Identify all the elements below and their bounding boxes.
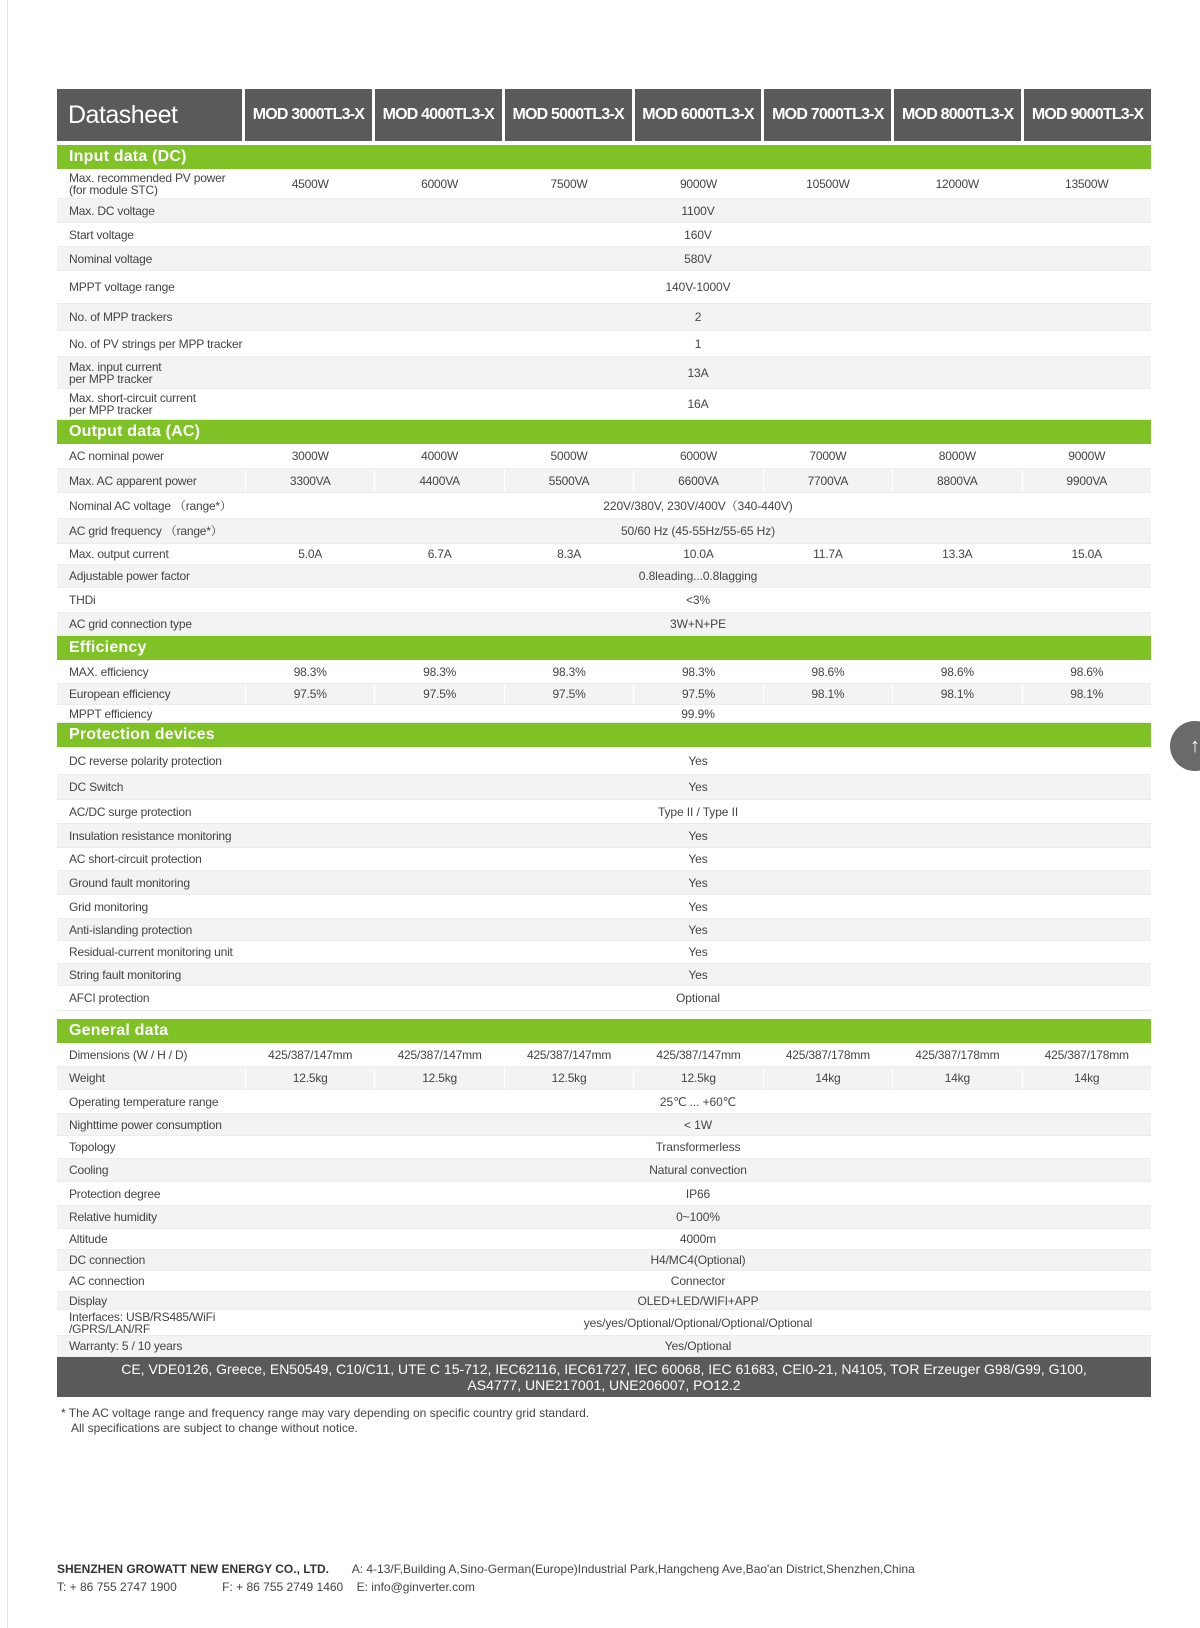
spec-values (245, 871, 1151, 894)
spec-value: 13.3A (892, 544, 1021, 564)
spec-row (57, 493, 1151, 519)
spec-row (57, 223, 1151, 247)
spec-values (245, 588, 1151, 612)
spec-label: Display (69, 1293, 107, 1308)
spec-value: 97.5% (374, 684, 503, 704)
spec-label: Altitude (69, 1232, 108, 1246)
spec-label: Insulation resistance monitoring (69, 828, 232, 843)
spec-values (245, 1271, 1151, 1291)
spec-values (245, 1067, 1151, 1089)
spec-label: AC grid frequency （range*） (69, 524, 223, 538)
company-address: A: 4-13/F,Building A,Sino-German(Europe)Industrial Park,Hangcheng Ave,Bao'an District,Shenzhen,China (351, 1562, 915, 1576)
spec-label: AC nominal power (69, 449, 164, 463)
spec-value: 9000W (633, 169, 762, 198)
spec-values (245, 613, 1151, 635)
spec-values (245, 895, 1151, 918)
spec-value: 4000W (374, 444, 503, 468)
spec-value: 425/387/147mm (245, 1043, 374, 1066)
spec-value-all-models: Optional (676, 991, 720, 1005)
spec-values (245, 848, 1151, 870)
spec-label: Weight (69, 1071, 105, 1085)
spec-values (245, 1250, 1151, 1270)
spec-values (245, 1292, 1151, 1309)
spec-label: Topology (69, 1140, 116, 1154)
spec-value-all-models: Yes (688, 753, 708, 768)
footnote (57, 1406, 1151, 1436)
scroll-to-top-button[interactable] (1170, 721, 1200, 771)
spec-value: 98.3% (374, 660, 503, 683)
spec-values (245, 1043, 1151, 1066)
spec-label: AC connection (69, 1274, 145, 1288)
spec-value-all-models: 25℃ ... +60℃ (659, 1094, 737, 1109)
spec-values (245, 1206, 1151, 1228)
spec-label: Cooling (69, 1163, 109, 1177)
section-title: Efficiency (57, 636, 1151, 660)
spec-row (57, 1043, 1151, 1067)
spec-value: 6000W (633, 444, 762, 468)
spec-value-all-models: <3% (685, 593, 711, 607)
spec-values (245, 493, 1151, 518)
spec-value: 7700VA (763, 469, 892, 492)
spec-values (245, 747, 1151, 774)
spec-row (57, 848, 1151, 871)
spec-row (57, 1310, 1151, 1336)
spec-value: 97.5% (504, 684, 633, 704)
spec-value: 15.0A (1022, 544, 1151, 564)
spec-row (57, 986, 1151, 1011)
spec-value-all-models: Yes (688, 899, 708, 914)
spec-value: 8000W (892, 444, 1021, 468)
spec-row (57, 1336, 1151, 1357)
spec-value: 98.3% (633, 660, 762, 683)
spec-label: AFCI protection (69, 991, 150, 1005)
spec-row (57, 469, 1151, 493)
spec-value-all-models: 50/60 Hz (45-55Hz/55-65 Hz) (620, 524, 776, 538)
spec-label: AC grid connection type (69, 617, 192, 631)
spec-label: Interfaces: USB/RS485/WiFi /GPRS/LAN/RF (69, 1309, 216, 1336)
spec-value: 97.5% (633, 684, 762, 704)
spec-row (57, 544, 1151, 565)
spec-value-all-models: 160V (684, 227, 712, 242)
model-header: MOD 7000TL3-X (764, 89, 891, 141)
spec-values (245, 519, 1151, 543)
spec-label: MPPT efficiency (69, 706, 153, 721)
spec-value: 3000W (245, 444, 374, 468)
spec-value: 98.6% (892, 660, 1021, 683)
section-rows (57, 1043, 1151, 1357)
spec-row (57, 1067, 1151, 1090)
spec-value: 8800VA (892, 469, 1021, 492)
spec-row (57, 1090, 1151, 1114)
model-header: MOD 3000TL3-X (245, 89, 372, 141)
spec-value-all-models: 0~100% (676, 1210, 720, 1224)
spec-value-all-models: OLED+LED/WIFI+APP (637, 1293, 759, 1308)
spec-value: 10500W (763, 169, 892, 198)
section-title: Protection devices (57, 723, 1151, 747)
spec-label: String fault monitoring (69, 967, 182, 982)
spec-row (57, 588, 1151, 613)
spec-value: 14kg (763, 1067, 892, 1089)
spec-value-all-models: Connector (670, 1274, 726, 1288)
footnote-line: All specifications are subject to change without notice. (71, 1421, 358, 1435)
spec-label: Adjustable power factor (69, 569, 190, 583)
spec-label: Nominal AC voltage （range*） (69, 498, 232, 513)
datasheet-header (57, 89, 1151, 141)
spec-value: 425/387/178mm (763, 1043, 892, 1066)
spec-values (245, 1114, 1151, 1135)
spec-label: AC/DC surge protection (69, 804, 192, 819)
spec-values (245, 469, 1151, 492)
spec-value: 98.1% (892, 684, 1021, 704)
spec-label: DC connection (69, 1253, 146, 1267)
spec-row (57, 775, 1151, 800)
spec-values (245, 941, 1151, 963)
spec-value: 98.3% (245, 660, 374, 683)
spec-label: Grid monitoring (69, 899, 149, 914)
company-email: E: info@ginverter.com (356, 1580, 475, 1594)
spec-values (245, 357, 1151, 388)
spec-value-all-models: Yes (688, 922, 708, 937)
spec-row (57, 1136, 1151, 1159)
spec-row (57, 660, 1151, 684)
section-title: General data (57, 1019, 1151, 1043)
spec-value: 5500VA (504, 469, 633, 492)
spec-label: Relative humidity (69, 1210, 157, 1224)
spec-value: 3300VA (245, 469, 374, 492)
spec-row (57, 1229, 1151, 1250)
spec-row (57, 1250, 1151, 1271)
model-header: MOD 6000TL3-X (635, 89, 762, 141)
spec-values (245, 986, 1151, 1010)
section-title: Input data (DC) (57, 145, 1151, 169)
section-gap (57, 1011, 1151, 1019)
spec-value-all-models: H4/MC4(Optional) (650, 1253, 746, 1267)
spec-value-all-models: Yes (688, 875, 708, 890)
spec-values (245, 544, 1151, 564)
datasheet (57, 89, 1151, 1436)
spec-values (245, 389, 1151, 419)
spec-value-all-models: Type II / Type II (657, 804, 739, 819)
spec-values (245, 1310, 1151, 1335)
spec-value: 12.5kg (374, 1067, 503, 1089)
datasheet-title: Datasheet (57, 89, 242, 141)
spec-value-all-models: 1 (694, 336, 702, 351)
spec-label: Residual-current monitoring unit (69, 945, 233, 959)
spec-values (245, 271, 1151, 303)
spec-value: 12000W (892, 169, 1021, 198)
spec-row (57, 871, 1151, 895)
spec-value: 6.7A (374, 544, 503, 564)
spec-value: 7000W (763, 444, 892, 468)
section-title: Output data (AC) (57, 420, 1151, 444)
spec-value-all-models: 99.9% (681, 706, 715, 721)
spec-value: 7500W (504, 169, 633, 198)
spec-label: Ground fault monitoring (69, 875, 190, 890)
spec-value: 13500W (1022, 169, 1151, 198)
spec-value: 5000W (504, 444, 633, 468)
spec-value: 4500W (245, 169, 374, 198)
spec-row (57, 613, 1151, 636)
spec-label: Start voltage (69, 227, 134, 242)
model-header: MOD 8000TL3-X (894, 89, 1021, 141)
spec-value: 425/387/147mm (374, 1043, 503, 1066)
spec-label: DC Switch (69, 780, 124, 794)
spec-row (57, 824, 1151, 848)
spec-value-all-models: 220V/380V, 230V/400V（340-440V) (603, 499, 793, 513)
spec-row (57, 1292, 1151, 1310)
spec-value-all-models: Yes (688, 852, 708, 866)
spec-value-all-models: Yes (688, 967, 708, 982)
spec-value-all-models: IP66 (685, 1186, 711, 1201)
spec-row (57, 705, 1151, 723)
spec-label: DC reverse polarity protection (69, 753, 222, 768)
model-header: MOD 9000TL3-X (1024, 89, 1151, 141)
spec-values (245, 331, 1151, 356)
spec-values (245, 1159, 1151, 1181)
spec-row (57, 1159, 1151, 1182)
spec-row (57, 199, 1151, 223)
spec-label: Protection degree (69, 1186, 161, 1201)
spec-values (245, 304, 1151, 330)
spec-value-all-models: 4000m (679, 1232, 717, 1246)
page-left-rule (7, 0, 8, 1628)
section-rows (57, 747, 1151, 1011)
spec-value-all-models: 3W+N+PE (670, 617, 726, 631)
spec-values (245, 444, 1151, 468)
spec-values (245, 824, 1151, 847)
spec-value-all-models: 13A (687, 365, 709, 380)
spec-value: 8.3A (504, 544, 633, 564)
spec-values (245, 223, 1151, 246)
spec-row (57, 519, 1151, 544)
spec-label: MPPT voltage range (69, 280, 175, 294)
spec-row (57, 357, 1151, 389)
spec-values (245, 565, 1151, 587)
spec-value: 9900VA (1022, 469, 1151, 492)
company-name: SHENZHEN GROWATT NEW ENERGY CO., LTD. (57, 1562, 330, 1576)
spec-value: 98.6% (1022, 660, 1151, 683)
spec-values (245, 1182, 1151, 1205)
spec-values (245, 1090, 1151, 1113)
spec-sections (57, 145, 1151, 1357)
spec-value-all-models: Natural convection (649, 1163, 747, 1177)
company-fax: F: + 86 755 2749 1460 (222, 1580, 344, 1594)
spec-row (57, 964, 1151, 986)
certifications-bar: CE, VDE0126, Greece, EN50549, C10/C11, UTE C 15-712, IEC62116, IEC61727, IEC 60068, IEC 61683, CEI0-21, N4105, TOR Erzeuger G98/G99, G100, AS4777, UNE217001, UNE206007, PO12.2 (57, 1357, 1151, 1397)
spec-label: Dimensions (W / H / D) (69, 1047, 188, 1062)
spec-value-all-models: 16A (687, 397, 709, 411)
spec-row (57, 895, 1151, 919)
spec-row (57, 1182, 1151, 1206)
spec-label: Nighttime power consumption (69, 1117, 222, 1132)
spec-values (245, 199, 1151, 222)
spec-row (57, 444, 1151, 469)
section-rows (57, 660, 1151, 723)
spec-label: THDi (69, 593, 96, 607)
spec-row (57, 247, 1151, 271)
spec-value: 14kg (892, 1067, 1021, 1089)
spec-value: 12.5kg (245, 1067, 374, 1089)
spec-value: 4400VA (374, 469, 503, 492)
company-footer (57, 1560, 915, 1596)
spec-label: No. of PV strings per MPP tracker (69, 336, 243, 351)
spec-row (57, 304, 1151, 331)
spec-row (57, 1114, 1151, 1136)
spec-label: No. of MPP trackers (69, 310, 173, 324)
spec-row (57, 331, 1151, 357)
model-header: MOD 5000TL3-X (505, 89, 632, 141)
spec-value-all-models: Yes (688, 828, 708, 843)
model-header: MOD 4000TL3-X (375, 89, 502, 141)
spec-row (57, 169, 1151, 199)
spec-values (245, 1136, 1151, 1158)
spec-value: 425/387/178mm (892, 1043, 1021, 1066)
spec-value-all-models: Transformerless (655, 1140, 741, 1154)
spec-value: 97.5% (245, 684, 374, 704)
spec-label: Anti-islanding protection (69, 922, 193, 937)
spec-value: 98.6% (763, 660, 892, 683)
spec-label: Max. DC voltage (69, 203, 155, 218)
spec-values (245, 684, 1151, 704)
spec-value: 425/387/178mm (1022, 1043, 1151, 1066)
spec-label: Max. output current (69, 547, 169, 561)
spec-value: 98.1% (763, 684, 892, 704)
spec-value: 14kg (1022, 1067, 1151, 1089)
spec-row (57, 747, 1151, 775)
spec-label: Warranty: 5 / 10 years (69, 1339, 183, 1353)
section-rows (57, 169, 1151, 420)
spec-row (57, 271, 1151, 304)
spec-row (57, 919, 1151, 941)
spec-values (245, 705, 1151, 722)
spec-label: Max. recommended PV power (for module STC) (69, 170, 226, 197)
arrow-up-icon: ↑ (1190, 734, 1200, 757)
spec-value-all-models: Yes (688, 945, 708, 959)
company-tel: T: + 86 755 2747 1900 (57, 1580, 177, 1594)
spec-value: 98.1% (1022, 684, 1151, 704)
spec-value-all-models: 580V (684, 251, 712, 266)
spec-values (245, 964, 1151, 985)
spec-values (245, 775, 1151, 799)
spec-value-all-models: 0.8leading...0.8lagging (638, 569, 758, 583)
spec-value-all-models: 140V-1000V (665, 280, 731, 294)
spec-value: 6000W (374, 169, 503, 198)
spec-row (57, 1206, 1151, 1229)
spec-value: 98.3% (504, 660, 633, 683)
spec-value-all-models: 2 (694, 310, 702, 324)
spec-value-all-models: < 1W (684, 1117, 712, 1132)
spec-value: 12.5kg (504, 1067, 633, 1089)
spec-value-all-models: 1100V (681, 203, 715, 218)
spec-values (245, 1336, 1151, 1356)
spec-values (245, 919, 1151, 940)
spec-label: Operating temperature range (69, 1094, 219, 1109)
spec-row (57, 800, 1151, 824)
spec-value: 425/387/147mm (633, 1043, 762, 1066)
spec-value: 6600VA (633, 469, 762, 492)
spec-label: AC short-circuit protection (69, 852, 202, 866)
spec-value: 12.5kg (633, 1067, 762, 1089)
spec-value: 425/387/147mm (504, 1043, 633, 1066)
spec-row (57, 389, 1151, 420)
spec-row (57, 941, 1151, 964)
footnote-line: * The AC voltage range and frequency range may vary depending on specific country grid standard. (61, 1406, 590, 1420)
spec-label: Max. short-circuit current per MPP tracker (69, 391, 196, 417)
spec-value-all-models: Yes (688, 780, 708, 794)
spec-values (245, 1229, 1151, 1249)
spec-values (245, 247, 1151, 270)
spec-row (57, 684, 1151, 705)
spec-value-all-models: yes/yes/Optional/Optional/Optional/Optional (583, 1315, 813, 1330)
spec-value: 11.7A (763, 544, 892, 564)
spec-label: Max. AC apparent power (69, 473, 197, 488)
spec-row (57, 565, 1151, 588)
spec-values (245, 800, 1151, 823)
spec-value: 5.0A (245, 544, 374, 564)
spec-value: 10.0A (633, 544, 762, 564)
spec-values (245, 169, 1151, 198)
section-rows (57, 444, 1151, 636)
spec-label: MAX. efficiency (69, 664, 149, 679)
spec-label: Max. input current per MPP tracker (69, 359, 162, 386)
spec-label: European efficiency (69, 687, 171, 701)
spec-row (57, 1271, 1151, 1292)
spec-label: Nominal voltage (69, 251, 153, 266)
spec-values (245, 660, 1151, 683)
spec-value-all-models: Yes/Optional (664, 1339, 732, 1353)
spec-value: 9000W (1022, 444, 1151, 468)
